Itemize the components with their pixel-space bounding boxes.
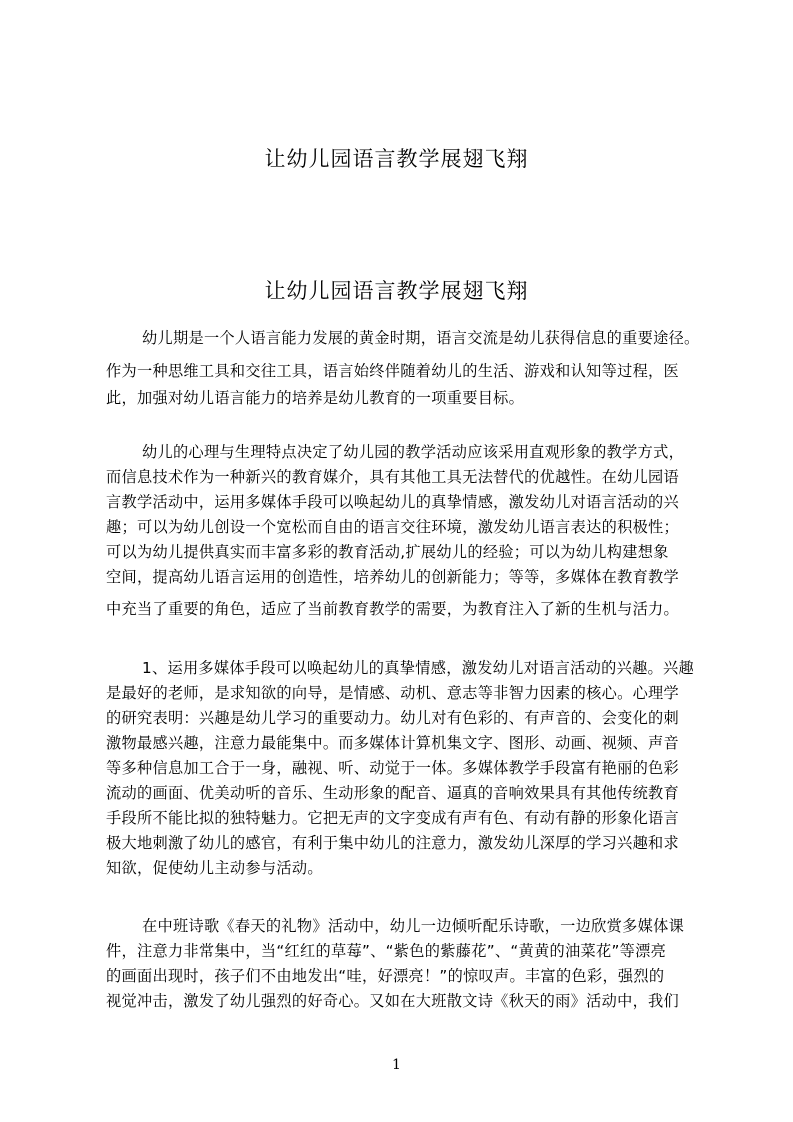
- paragraph-line: 趣；可以为幼儿创设一个宽松而自由的语言交往环境，激发幼儿语言表达的积极性；: [106, 518, 680, 536]
- main-title: 让幼儿园语言教学展翅飞翔: [264, 279, 529, 303]
- paragraph-line: 而信息技术作为一种新兴的教育媒介，具有其他工具无法替代的优越性。在幼儿园语: [106, 468, 680, 486]
- page-number: 1: [392, 1057, 401, 1073]
- paragraph-line: 言教学活动中，运用多媒体手段可以唤起幼儿的真挚情感，激发幼儿对语言活动的兴: [106, 493, 680, 511]
- paragraph-line: 视觉冲击，激发了幼儿强烈的好奇心。又如在大班散文诗《秋天的雨》活动中，我们: [106, 992, 680, 1010]
- header-title: 让幼儿园语言教学展翅飞翔: [264, 147, 529, 171]
- paragraph-line: 可以为幼儿提供真实而丰富多彩的教育活动,扩展幼儿的经验；可以为幼儿构建想象: [106, 543, 669, 561]
- paragraph-line: 激物最感兴趣，注意力最能集中。而多媒体计算机集文字、图形、动画、视频、声音: [106, 734, 680, 752]
- paragraph-line: 幼儿的心理与生理特点决定了幼儿园的教学活动应该采用直观形象的教学方式，: [142, 443, 685, 461]
- paragraph-2: [0, 444, 793, 624]
- paragraph-line: 此，加强对幼儿语言能力的培养是幼儿教育的一项重要目标。: [106, 389, 525, 407]
- paragraph-3: [0, 660, 793, 890]
- paragraph-1: [0, 330, 793, 410]
- paragraph-4: [0, 918, 793, 1028]
- paragraph-line: 幼儿期是一个人语言能力发展的黄金时期，语言交流是幼儿获得信息的重要途径。: [142, 329, 700, 347]
- paragraph-line: 流动的画面、优美动听的音乐、生动形象的配音、逼真的音响效果具有其他传统教育: [106, 784, 680, 802]
- paragraph-line: 的研究表明：兴趣是幼儿学习的重要动力。幼儿对有色彩的、有声音的、会变化的刺: [106, 709, 680, 727]
- paragraph-line: 1、运用多媒体手段可以唤起幼儿的真挚情感，激发幼儿对语言活动的兴趣。兴趣: [142, 659, 695, 677]
- paragraph-line: 中充当了重要的角色，适应了当前教育教学的需要，为教育注入了新的生机与活力。: [106, 600, 680, 618]
- paragraph-line: 空间，提高幼儿语言运用的创造性，培养幼儿的创新能力；等等，多媒体在教育教学: [106, 568, 680, 586]
- paragraph-line: 知欲，促使幼儿主动参与活动。: [106, 859, 323, 877]
- paragraph-line: 在中班诗歌《春天的礼物》活动中，幼儿一边倾听配乐诗歌，一边欣赏多媒体课: [142, 917, 685, 935]
- paragraph-line: 极大地刺激了幼儿的感官，有利于集中幼儿的注意力，激发幼儿深厚的学习兴趣和求: [106, 834, 680, 852]
- paragraph-line: 是最好的老师，是求知欲的向导，是情感、动机、意志等非智力因素的核心。心理学: [106, 684, 680, 702]
- paragraph-line: 的画面出现时，孩子们不由地发出“哇，好漂亮！”的惊叹声。丰富的色彩，强烈的: [106, 967, 665, 985]
- paragraph-line: 作为一种思维工具和交往工具，语言始终伴随着幼儿的生活、游戏和认知等过程，医: [106, 362, 680, 380]
- paragraph-line: 手段所不能比拟的独特魅力。它把无声的文字变成有声有色、有动有静的形象化语言: [106, 809, 680, 827]
- paragraph-line: 等多种信息加工合于一身，融视、听、动觉于一体。多媒体教学手段富有艳丽的色彩: [106, 759, 680, 777]
- paragraph-line: 件，注意力非常集中，当“红红的草莓”、“紫色的紫藤花”、“黄黄的油菜花”等漂亮: [106, 942, 667, 960]
